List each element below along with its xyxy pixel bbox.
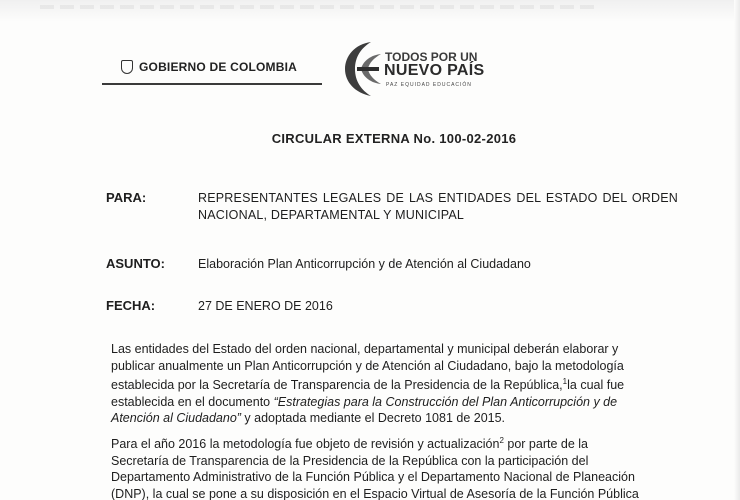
paragraph-line [111,453,679,470]
header-divider [102,83,322,85]
fecha-label: FECHA: [106,298,156,313]
line-text: establecida por la Secretaría de Transparencia de la Presidencia de la República, [111,378,563,393]
line-text: Para el año 2016 la metodología fue objeto de revisión y actualización [111,437,500,452]
paragraph-line [111,358,679,375]
body-paragraph-1 [111,341,679,427]
document-title: CIRCULAR EXTERNA No. 100-02-2016 [271,131,517,146]
asunto-value: Elaboración Plan Anticorrupción y de Atención al Ciudadano [198,257,531,271]
government-name: GOBIERNO DE COLOMBIA [139,60,298,74]
logo-line-1: TODOS POR UN [385,50,478,64]
footnote-marker: 1 [562,377,568,386]
government-header [121,60,297,74]
paragraph-line [111,433,679,453]
asunto-label: ASUNTO: [106,256,165,271]
logo-tagline: PAZ EQUIDAD EDUCACIÓN [386,82,472,88]
line-text: Secretaría de Transparencia de la Presidencia de la República con la participación del [111,453,589,468]
logo-swoosh-icon [341,40,385,98]
coat-of-arms-icon [121,60,133,74]
logo-line-2: NUEVO PAÍS [384,62,485,79]
paragraph-line [111,486,679,500]
todos-por-un-nuevo-pais-logo [341,38,485,98]
line-text: la cual fue [567,378,625,393]
document-name-italic: “Estrategias para la Construcción del Plan Anticorrupción y de [273,394,618,409]
paragraph-line [111,341,679,358]
body-paragraph-2 [111,433,679,500]
scan-shadow-top [0,0,740,22]
fecha-value: 27 DE ENERO DE 2016 [198,299,333,313]
document-name-italic: Atención al Ciudadano” [111,411,241,426]
bleed-through-text [40,5,600,9]
paragraph-line [111,410,679,427]
line-text: establecida en el documento [111,394,274,409]
line-text: publicar anualmente un Plan Anticorrupción y de Atención al Ciudadano, bajo la metodología [111,358,624,373]
para-value: REPRESENTANTES LEGALES DE LAS ENTIDADES DEL ESTADO DEL ORDEN NACIONAL, DEPARTAMENTAL Y MUNICIPAL [198,191,678,222]
line-text: por parte de la [503,437,588,452]
paragraph-line [111,469,679,486]
line-text: Las entidades del Estado del orden nacional, departamental y municipal deberán elaborar y [111,342,619,356]
line-text: y adoptada mediante el Decreto 1081 de 2015. [240,411,506,426]
scan-shadow-right [734,0,740,500]
paragraph-line [111,394,679,411]
footnote-marker: 2 [499,436,504,445]
line-text: (DNP), la cual se pone a su disposición en el Espacio Virtual de Asesoría de la Función Pública [111,486,639,500]
para-label: PARA: [106,190,147,205]
paragraph-line [111,374,679,394]
line-text: Departamento Administrativo de la Función Pública y el Departamento Nacional de Planeación [111,470,635,485]
